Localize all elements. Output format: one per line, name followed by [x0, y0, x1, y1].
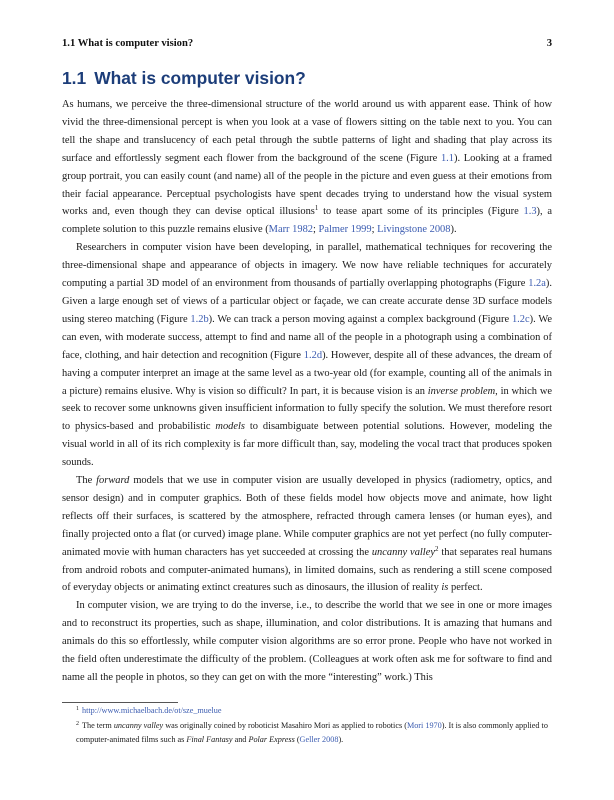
- emphasis: uncanny valley: [113, 720, 164, 730]
- text-run: The: [76, 475, 97, 487]
- emphasis: forward: [96, 475, 130, 487]
- emphasis: models: [215, 421, 245, 433]
- footnotes: [62, 702, 552, 748]
- section-title-text: What is computer vision?: [94, 68, 306, 88]
- text-run: ). However, despite all of these advances, the dream of having a computer interpret an image at the same level as a two-year old (for example, counting all of the animals in a picture) remains elusive. Why is vision so difficult? In part, it is because vision is an: [62, 349, 552, 397]
- section-number: 1.1: [62, 68, 87, 88]
- text-run: Researchers in computer vision have been developing, in parallel, mathematical techniques for recovering the three-dimensional shape and appearance of objects in imagery. We now have reliable techniques for accurately computing a partial 3D model of an environment from thousands of partially overlapping photographs (Figure: [62, 242, 552, 290]
- page-number: 3: [546, 38, 552, 49]
- emphasis: Polar Express: [248, 735, 295, 745]
- text-run: ).: [450, 224, 457, 236]
- citation-link[interactable]: Geller 2008: [299, 735, 339, 745]
- figure-link[interactable]: 1.2a: [528, 278, 546, 290]
- figure-link[interactable]: 1.2d: [303, 349, 323, 361]
- emphasis: Final Fantasy: [186, 735, 233, 745]
- figure-link[interactable]: 1.3: [523, 206, 537, 218]
- text-run: was originally coined by roboticist Masahiro Mori as applied to robotics (: [163, 720, 407, 730]
- running-head: [62, 38, 552, 49]
- text-run: to tease apart some of its principles (Figure: [318, 206, 524, 218]
- figure-link[interactable]: 1.1: [440, 152, 454, 164]
- running-head-section: 1.1 What is computer vision?: [62, 38, 194, 49]
- text-run: (: [294, 735, 300, 745]
- footnote-number: 2: [76, 720, 79, 727]
- citation-link[interactable]: Livingstone 2008: [377, 224, 451, 236]
- text-run: ), a complete solution to this puzzle remains elusive (: [62, 206, 553, 236]
- section-title: [62, 68, 306, 89]
- emphasis: is: [441, 582, 449, 594]
- emphasis: uncanny valley: [371, 546, 435, 558]
- text-run: ). We can even, with moderate success, attempt to find and name all of the people in a photograph using a combination of face, clothing, and hair detection and recognition (Figure: [62, 313, 552, 361]
- text-run: The term: [82, 720, 114, 730]
- emphasis: inverse problem: [427, 385, 496, 397]
- text-run: and: [232, 735, 249, 745]
- footnote-mark[interactable]: 2: [434, 544, 439, 553]
- text-run: models that we use in computer vision are usually developed in physics (radiometry, optics, and sensor design) and in computer graphics. Both of these fields model how objects move and animate, how light reflects off their surfaces, is scattered by the atmosphere, refracted through camera lenses (or human eyes), and finally projected onto a flat (or curved) image plane. While computer graphics are not yet perfect (no fully computer-animated movie with human characters has yet succeeded at crossing the: [62, 475, 552, 558]
- paragraph-3: [62, 472, 552, 597]
- citation-link[interactable]: Palmer 1999: [318, 224, 372, 236]
- citation-link[interactable]: Marr 1982: [268, 224, 314, 236]
- footnote-divider: [62, 702, 178, 703]
- text-run: ). Given a large enough set of views of a particular object or façade, we can create accurate dense 3D surface models using stereo matching (Figure: [62, 278, 552, 325]
- text-run: ;: [371, 224, 378, 236]
- figure-link[interactable]: 1.2b: [190, 313, 209, 325]
- footnote-mark[interactable]: 1: [314, 204, 319, 213]
- citation-link[interactable]: Mori 1970: [406, 720, 442, 730]
- text-run: , in which we seek to recover some unknowns given insufficient information to fully specify the solution. We must therefore resort to physics-based and probabilistic: [62, 385, 552, 433]
- text-run: to disambiguate between potential solutions. However, modeling the visual world in all of its rich complexity is far more difficult than, say, modeling the vocal tract that produces spoken sounds.: [62, 421, 552, 469]
- text-run: As humans, we perceive the three-dimensional structure of the world around us with apparent ease. Think of how vivid the three-dimensional percept is when you look at a vase of flowers sitting on the table next to you. You can tell the shape and translucency of each petal through the subtle patterns of light and shading that play across its surface and effortlessly segment each flower from the background of the scene (Figure: [62, 99, 552, 164]
- text-run: In computer vision, we are trying to do the inverse, i.e., to describe the world that we see in one or more images and to reconstruct its properties, such as shape, illumination, and color distributions. It is amazing that humans and animals do this so effortlessly, while computer vision algorithms are so error prone. People who have not worked in the field often underestimate the difficulty of the problem. (Colleagues at work often ask me for software to find and name all the people in photos, so they can get on with the more “interesting” work.) This: [62, 600, 552, 683]
- text-run: ). We can track a person moving against a complex background (Figure: [208, 313, 512, 325]
- text-run: ).: [338, 735, 344, 745]
- paragraph-1: [62, 96, 552, 239]
- text-run: perfect.: [448, 582, 483, 594]
- footnote-1: [62, 704, 552, 719]
- text-run: ;: [313, 224, 319, 236]
- figure-link[interactable]: 1.2c: [511, 313, 530, 325]
- text-run: that separates real humans from android robots and computer-animated humans), in limited domains, such as rendering a still scene composed of everyday objects or animating extinct creatures such as dinosaurs, the illusion of reality: [62, 546, 552, 594]
- footnote-2: [62, 719, 552, 748]
- text-run: ). Looking at a framed group portrait, you can easily count (and name) all of the people in the picture and even guess at their emotions from their facial appearance. Perceptual psychologists have spent decades trying to understand how the visual system works and, even though they can devise optical illusions: [62, 152, 552, 218]
- paragraph-2: [62, 239, 552, 472]
- footnote-url-link[interactable]: http://www.michaelbach.de/ot/sze_muelue: [82, 706, 222, 715]
- body-text: [62, 96, 552, 687]
- paragraph-4: [62, 597, 552, 687]
- text-run: ). It is also commonly applied to computer-animated films such as: [76, 720, 548, 745]
- footnote-number: 1: [76, 706, 79, 712]
